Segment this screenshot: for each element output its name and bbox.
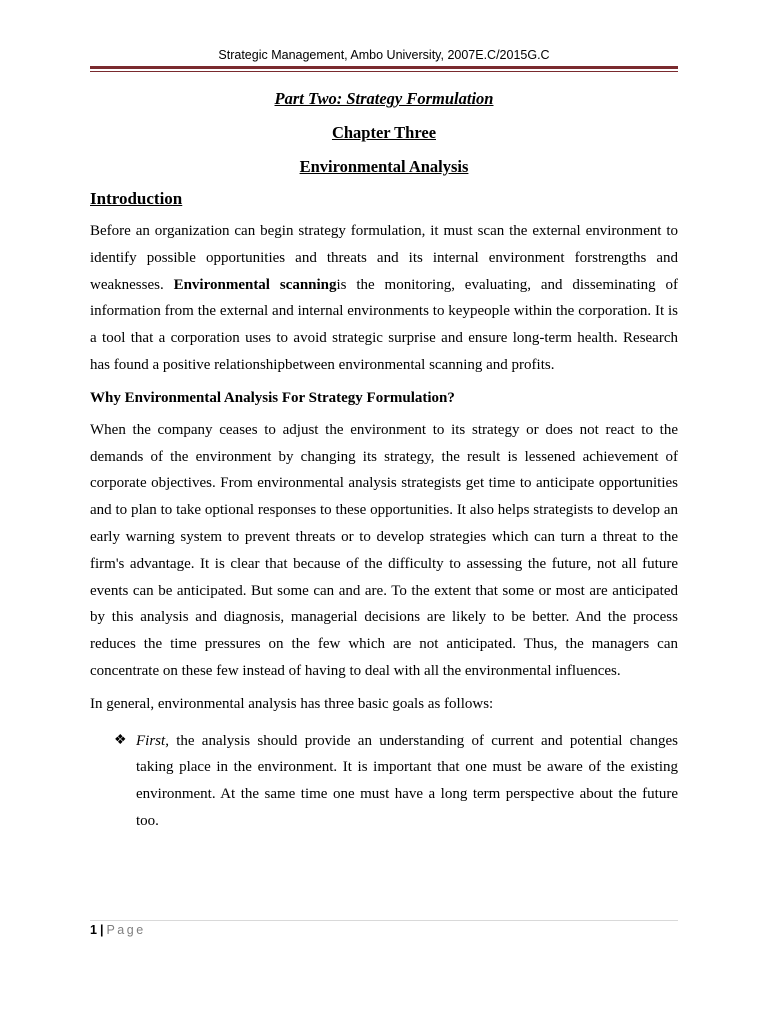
header-rule-thin <box>90 71 678 72</box>
page-footer <box>90 923 146 937</box>
why-subheading: Why Environmental Analysis For Strategy Formulation? <box>90 389 455 406</box>
page-label: Page <box>106 923 146 937</box>
diamond-bullet-icon: ❖ <box>114 732 127 748</box>
part-title: Part Two: Strategy Formulation <box>274 89 494 108</box>
intro-text-after: is the monitoring, evaluating, and disseminating of information from the external and internal environments to keypeople within the corporation. It is a tool that a corporation uses to avoid strategic surprise and ensure long-term health. Research has found a positive relationshipbetween environmental scanning and profits. <box>90 276 679 373</box>
page-content <box>90 86 678 835</box>
intro-paragraph <box>90 218 678 379</box>
bullet-lead-word: First <box>136 732 166 749</box>
introduction-heading: Introduction <box>90 189 183 208</box>
list-item <box>90 728 678 835</box>
goals-intro-paragraph: In general, environmental analysis has three basic goals as follows: <box>90 695 494 712</box>
goals-list <box>90 728 678 835</box>
footer-separator: | <box>99 923 104 937</box>
header-rule-thick <box>90 66 678 69</box>
why-paragraph: When the company ceases to adjust the environment to its strategy or does not react to the demands of the environment by changing its strategy, the result is lessened achievement of corporate objectives. From environmental analysis strategists get time to anticipate opportunities and to plan to take optional responses to these opportunities. It also helps strategists to develop an early warning system to prevent threats or to develop strategies which can turn a threat to the firm's advantage. It is clear that because of the difficulty to assessing the future, not all future events can be anticipated. But some can and are. To the extent that some or most are anticipated by this analysis and diagnosis, managerial decisions are likely to be better. And the process reduces the time pressures on the few which are not anticipated. Thus, the managers can concentrate on these few instead of having to deal with all the environmental influences. <box>90 421 678 679</box>
chapter-title: Chapter Three <box>331 123 437 142</box>
page-number: 1 <box>90 923 97 937</box>
running-header: Strategic Management, Ambo University, 2007E.C/2015G.C <box>218 48 550 62</box>
bullet-text: , the analysis should provide an understanding of current and potential changes taking place in the environment. It is important that one must be aware of the existing environment. At the same time one must have a long term perspective about the future too. <box>136 732 678 829</box>
intro-bold-term: Environmental scanning <box>173 276 337 293</box>
footer-rule <box>90 920 678 921</box>
intro-text-before: Before an organization can begin strategy formulation, it must scan the external environment to identify possible opportunities and threats and its internal environment forstrengths and weaknesses. <box>90 223 678 293</box>
topic-title: Environmental Analysis <box>299 157 469 176</box>
